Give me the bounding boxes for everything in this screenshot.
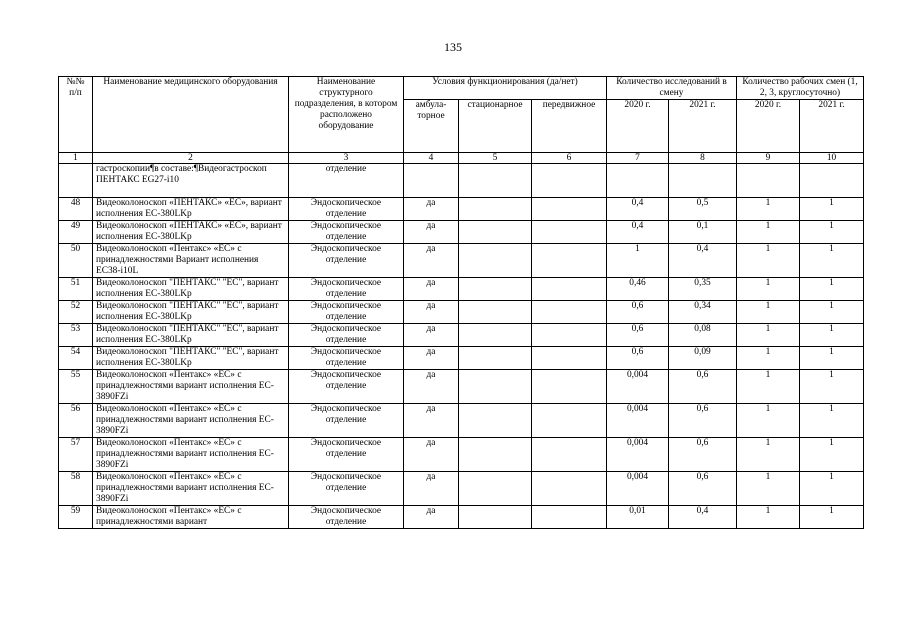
inpatient-value bbox=[459, 404, 532, 438]
mobile-value bbox=[532, 221, 607, 244]
table-row bbox=[59, 221, 864, 244]
column-number: 7 bbox=[607, 153, 669, 164]
column-number: 5 bbox=[459, 153, 532, 164]
equipment-name: Видеоколоноскоп «Пентакс» «ЕС» с принадлежностями вариант исполнения EC-3890FZi bbox=[93, 370, 289, 404]
mobile-value bbox=[532, 301, 607, 324]
outpatient-value: да bbox=[404, 472, 459, 506]
header-num: №№ п/п bbox=[59, 77, 93, 153]
column-number: 9 bbox=[737, 153, 800, 164]
unit-name: Эндоскопическое отделение bbox=[289, 438, 404, 472]
outpatient-value: да bbox=[404, 221, 459, 244]
table-row bbox=[59, 347, 864, 370]
inpatient-value bbox=[459, 221, 532, 244]
shifts-2021: 1 bbox=[800, 221, 864, 244]
shifts-2020: 1 bbox=[737, 324, 800, 347]
outpatient-value: да bbox=[404, 506, 459, 529]
outpatient-value: да bbox=[404, 404, 459, 438]
table-row bbox=[59, 506, 864, 529]
shifts-2020: 1 bbox=[737, 244, 800, 278]
studies-2021: 0,4 bbox=[669, 506, 737, 529]
studies-2020: 0,004 bbox=[607, 370, 669, 404]
row-number: 58 bbox=[59, 472, 93, 506]
table-row bbox=[59, 278, 864, 301]
shifts-2020: 1 bbox=[737, 404, 800, 438]
shifts-2020: 1 bbox=[737, 301, 800, 324]
unit-name: Эндоскопическое отделение bbox=[289, 198, 404, 221]
inpatient-value bbox=[459, 472, 532, 506]
shifts-2021: 1 bbox=[800, 506, 864, 529]
inpatient-value bbox=[459, 278, 532, 301]
column-numbers-row bbox=[59, 153, 864, 164]
mobile-value bbox=[532, 404, 607, 438]
row-number: 52 bbox=[59, 301, 93, 324]
studies-2021: 0,09 bbox=[669, 347, 737, 370]
mobile-value bbox=[532, 198, 607, 221]
studies-2020: 0,004 bbox=[607, 472, 669, 506]
outpatient-value: да bbox=[404, 198, 459, 221]
studies-2020: 0,4 bbox=[607, 198, 669, 221]
equipment-name: Видеоколоноскоп «Пентакс» «ЕС» с принадлежностями вариант исполнения EC-3890FZi bbox=[93, 404, 289, 438]
studies-2020: 0,004 bbox=[607, 404, 669, 438]
continuation-row bbox=[59, 164, 864, 198]
studies-2021: 0,34 bbox=[669, 301, 737, 324]
column-number: 8 bbox=[669, 153, 737, 164]
table-row bbox=[59, 324, 864, 347]
table-row bbox=[59, 198, 864, 221]
studies-2021: 0,4 bbox=[669, 244, 737, 278]
mobile-value bbox=[532, 278, 607, 301]
row-number: 55 bbox=[59, 370, 93, 404]
mobile-value bbox=[532, 438, 607, 472]
outpatient-value: да bbox=[404, 278, 459, 301]
row-number: 56 bbox=[59, 404, 93, 438]
continuation-unit: отделение bbox=[289, 164, 404, 198]
studies-2021: 0,5 bbox=[669, 198, 737, 221]
row-number: 54 bbox=[59, 347, 93, 370]
studies-2020: 0,46 bbox=[607, 278, 669, 301]
shifts-2021: 1 bbox=[800, 198, 864, 221]
table-row bbox=[59, 404, 864, 438]
table-row bbox=[59, 370, 864, 404]
outpatient-value: да bbox=[404, 301, 459, 324]
inpatient-value bbox=[459, 198, 532, 221]
row-number: 53 bbox=[59, 324, 93, 347]
unit-name: Эндоскопическое отделение bbox=[289, 244, 404, 278]
header-conditions: Условия функционирования (да/нет) bbox=[404, 77, 607, 100]
unit-name: Эндоскопическое отделение bbox=[289, 404, 404, 438]
mobile-value bbox=[532, 506, 607, 529]
studies-2020: 0,6 bbox=[607, 301, 669, 324]
column-number: 6 bbox=[532, 153, 607, 164]
studies-2020: 0,4 bbox=[607, 221, 669, 244]
header-equipment-name: Наименование медицинского оборудования bbox=[93, 77, 289, 153]
equipment-name: Видеоколоноскоп «Пентакс» «ЕС» с принадлежностями вариант исполнения EC-3890FZi bbox=[93, 472, 289, 506]
header-shifts-2021: 2021 г. bbox=[800, 100, 864, 153]
row-number: 57 bbox=[59, 438, 93, 472]
shifts-2021: 1 bbox=[800, 244, 864, 278]
shifts-2021: 1 bbox=[800, 404, 864, 438]
studies-2021: 0,35 bbox=[669, 278, 737, 301]
studies-2021: 0,6 bbox=[669, 370, 737, 404]
equipment-name: Видеоколоноскоп «ПЕНТАКС» «ЕС», вариант исполнения EC-380LKp bbox=[93, 198, 289, 221]
unit-name: Эндоскопическое отделение bbox=[289, 347, 404, 370]
studies-2021: 0,08 bbox=[669, 324, 737, 347]
equipment-name: Видеоколоноскоп "ПЕНТАКС" "ЕС", вариант исполнения EC-380LKp bbox=[93, 301, 289, 324]
studies-2021: 0,6 bbox=[669, 404, 737, 438]
column-number: 10 bbox=[800, 153, 864, 164]
outpatient-value: да bbox=[404, 244, 459, 278]
outpatient-value: да bbox=[404, 324, 459, 347]
studies-2020: 0,6 bbox=[607, 324, 669, 347]
header-studies-2021: 2021 г. bbox=[669, 100, 737, 153]
unit-name: Эндоскопическое отделение bbox=[289, 370, 404, 404]
header-inpatient: стационарное bbox=[459, 100, 532, 153]
mobile-value bbox=[532, 244, 607, 278]
inpatient-value bbox=[459, 324, 532, 347]
equipment-name: Видеоколоноскоп "ПЕНТАКС" "ЕС", вариант исполнения EC-380LKp bbox=[93, 278, 289, 301]
shifts-2021: 1 bbox=[800, 301, 864, 324]
shifts-2021: 1 bbox=[800, 370, 864, 404]
column-number: 1 bbox=[59, 153, 93, 164]
equipment-table bbox=[58, 76, 864, 529]
unit-name: Эндоскопическое отделение bbox=[289, 301, 404, 324]
shifts-2020: 1 bbox=[737, 506, 800, 529]
shifts-2021: 1 bbox=[800, 278, 864, 301]
unit-name: Эндоскопическое отделение bbox=[289, 506, 404, 529]
inpatient-value bbox=[459, 301, 532, 324]
inpatient-value bbox=[459, 370, 532, 404]
outpatient-value: да bbox=[404, 438, 459, 472]
outpatient-value: да bbox=[404, 370, 459, 404]
table-row bbox=[59, 438, 864, 472]
shifts-2020: 1 bbox=[737, 472, 800, 506]
row-number: 51 bbox=[59, 278, 93, 301]
shifts-2020: 1 bbox=[737, 370, 800, 404]
table-row bbox=[59, 244, 864, 278]
mobile-value bbox=[532, 370, 607, 404]
continuation-name: гастроскопии¶в составе:¶Видеогастроскоп ПЕНТАКС EG27-i10 bbox=[93, 164, 289, 198]
studies-2020: 0,004 bbox=[607, 438, 669, 472]
studies-2020: 0,6 bbox=[607, 347, 669, 370]
header-unit: Наименование структурного подразделения, в котором расположено оборудование bbox=[289, 77, 404, 153]
inpatient-value bbox=[459, 438, 532, 472]
equipment-name: Видеоколоноскоп «ПЕНТАКС» «ЕС», вариант исполнения EC-380LKp bbox=[93, 221, 289, 244]
studies-2021: 0,1 bbox=[669, 221, 737, 244]
header-studies: Количество исследований в смену bbox=[607, 77, 737, 100]
shifts-2021: 1 bbox=[800, 324, 864, 347]
equipment-name: Видеоколоноскоп «Пентакс» «ЕС» с принадлежностями Вариант исполнения EC38-i10L bbox=[93, 244, 289, 278]
equipment-name: Видеоколоноскоп "ПЕНТАКС" "ЕС", вариант исполнения EC-380LKp bbox=[93, 324, 289, 347]
column-number: 4 bbox=[404, 153, 459, 164]
studies-2021: 0,6 bbox=[669, 472, 737, 506]
row-number: 49 bbox=[59, 221, 93, 244]
studies-2020: 1 bbox=[607, 244, 669, 278]
equipment-name: Видеоколоноскоп «Пентакс» «ЕС» с принадлежностями вариант bbox=[93, 506, 289, 529]
shifts-2021: 1 bbox=[800, 438, 864, 472]
outpatient-value: да bbox=[404, 347, 459, 370]
mobile-value bbox=[532, 324, 607, 347]
shifts-2021: 1 bbox=[800, 347, 864, 370]
row-number: 48 bbox=[59, 198, 93, 221]
shifts-2021: 1 bbox=[800, 472, 864, 506]
shifts-2020: 1 bbox=[737, 198, 800, 221]
header-outpatient: амбула-торное bbox=[404, 100, 459, 153]
column-number: 2 bbox=[93, 153, 289, 164]
studies-2020: 0,01 bbox=[607, 506, 669, 529]
unit-name: Эндоскопическое отделение bbox=[289, 324, 404, 347]
row-number: 50 bbox=[59, 244, 93, 278]
inpatient-value bbox=[459, 347, 532, 370]
inpatient-value bbox=[459, 244, 532, 278]
unit-name: Эндоскопическое отделение bbox=[289, 472, 404, 506]
table-row bbox=[59, 301, 864, 324]
header-shifts-2020: 2020 г. bbox=[737, 100, 800, 153]
row-number: 59 bbox=[59, 506, 93, 529]
inpatient-value bbox=[459, 506, 532, 529]
shifts-2020: 1 bbox=[737, 347, 800, 370]
studies-2021: 0,6 bbox=[669, 438, 737, 472]
page-number: 135 bbox=[444, 40, 462, 54]
equipment-name: Видеоколоноскоп "ПЕНТАКС" "ЕС", вариант исполнения EC-380LKp bbox=[93, 347, 289, 370]
header-shifts: Количество рабочих смен (1, 2, 3, круглосуточно) bbox=[737, 77, 864, 100]
equipment-name: Видеоколоноскоп «Пентакс» «ЕС» с принадлежностями вариант исполнения EC-3890FZi bbox=[93, 438, 289, 472]
unit-name: Эндоскопическое отделение bbox=[289, 221, 404, 244]
header-studies-2020: 2020 г. bbox=[607, 100, 669, 153]
mobile-value bbox=[532, 472, 607, 506]
mobile-value bbox=[532, 347, 607, 370]
column-number: 3 bbox=[289, 153, 404, 164]
shifts-2020: 1 bbox=[737, 221, 800, 244]
shifts-2020: 1 bbox=[737, 278, 800, 301]
shifts-2020: 1 bbox=[737, 438, 800, 472]
header-mobile: передвижное bbox=[532, 100, 607, 153]
table-row bbox=[59, 472, 864, 506]
unit-name: Эндоскопическое отделение bbox=[289, 278, 404, 301]
